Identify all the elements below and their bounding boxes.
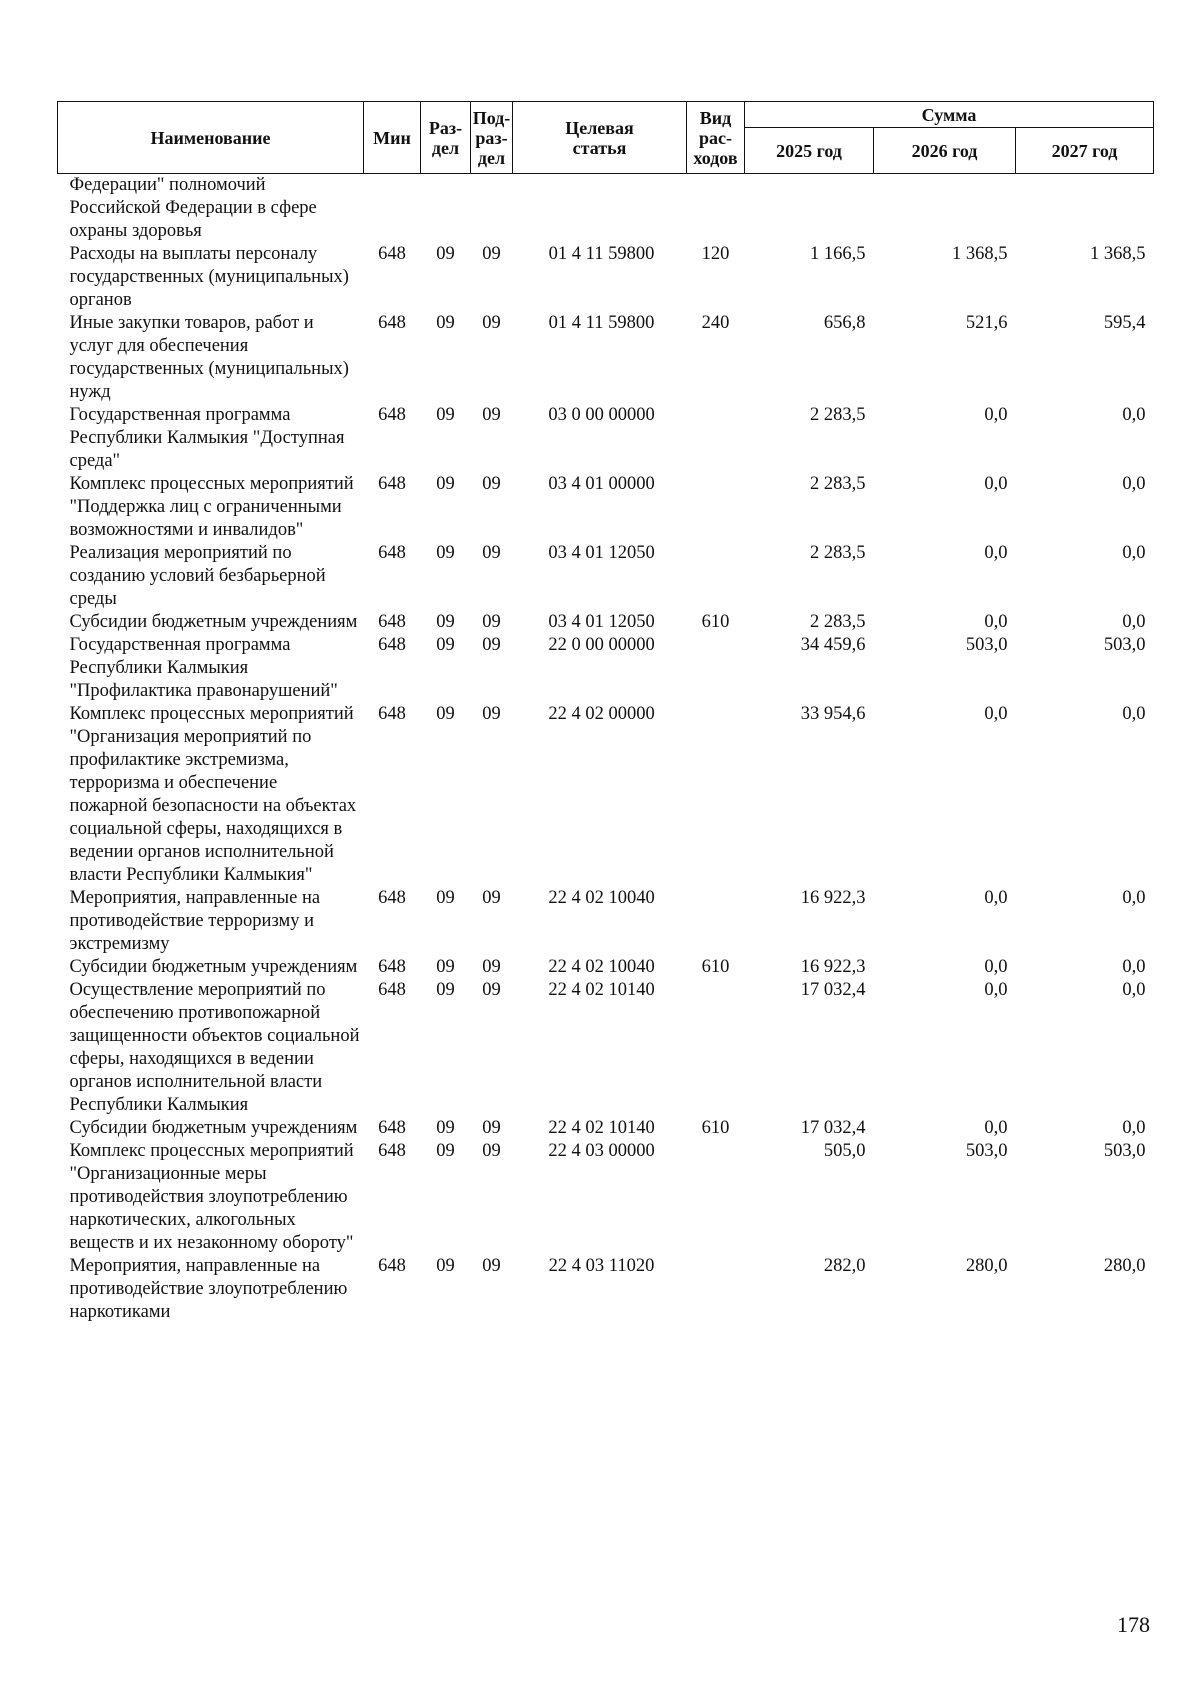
row-sum-2027: 0,0	[1122, 704, 1146, 724]
row-celevaya-statya: 22 4 02 10140	[548, 1118, 655, 1138]
table-row	[58, 473, 1154, 542]
row-podrazdel: 09	[482, 543, 501, 563]
row-sum-2026: 0,0	[984, 888, 1008, 908]
row-sum-2027: 0,0	[1122, 1118, 1146, 1138]
row-sum-2026: 0,0	[984, 612, 1008, 632]
row-min: 648	[378, 244, 406, 264]
row-vid-rashodov	[687, 703, 745, 887]
row-name: Комплекс процессных мероприятий "Организация мероприятий по профилактике экстремизма, терроризма и обеспечение пожарной безопасности на объектах социальной сферы, находящихся в ведении органов исполнительной власти Республики Калмыкия"	[69, 704, 357, 885]
row-min: 648	[378, 405, 406, 425]
row-sum-2027	[1016, 174, 1154, 244]
row-razdel: 09	[436, 957, 455, 977]
row-sum-2026: 0,0	[984, 543, 1008, 563]
row-podrazdel: 09	[482, 704, 501, 724]
row-razdel: 09	[436, 1256, 455, 1276]
row-name: Комплекс процессных мероприятий "Организационные меры противодействия злоупотреблению наркотических, алкогольных веществ и их незаконному обороту"	[69, 1141, 354, 1253]
row-razdel: 09	[436, 244, 455, 264]
row-name: Комплекс процессных мероприятий "Поддержка лиц с ограниченными возможностями и инвалидов"	[69, 474, 354, 540]
table-row	[58, 542, 1154, 611]
row-sum-2025: 2 283,5	[810, 405, 866, 425]
row-min: 648	[378, 704, 406, 724]
row-vid-rashodov: 240	[701, 313, 730, 333]
row-sum-2027: 0,0	[1122, 957, 1146, 977]
row-podrazdel: 09	[482, 1141, 501, 1161]
row-vid-rashodov	[687, 473, 745, 542]
row-razdel: 09	[436, 1118, 455, 1138]
row-sum-2025: 17 032,4	[800, 1118, 866, 1138]
row-podrazdel: 09	[482, 612, 501, 632]
row-name: Субсидии бюджетным учреждениям	[69, 1118, 358, 1138]
table-row	[58, 979, 1154, 1117]
row-podrazdel: 09	[482, 1256, 501, 1276]
row-razdel: 09	[436, 543, 455, 563]
page-number: 178	[1117, 1612, 1150, 1637]
table-row	[58, 887, 1154, 956]
row-vid-rashodov: 610	[701, 1118, 730, 1138]
row-sum-2025	[745, 174, 874, 244]
row-sum-2025: 2 283,5	[810, 543, 866, 563]
row-vid-rashodov	[687, 542, 745, 611]
row-razdel: 09	[436, 888, 455, 908]
row-name: Мероприятия, направленные на противодействие терроризму и экстремизму	[69, 888, 321, 954]
row-podrazdel: 09	[482, 957, 501, 977]
row-sum-2025: 1 166,5	[810, 244, 866, 264]
row-name: Реализация мероприятий по созданию условий безбарьерной среды	[69, 543, 326, 609]
row-razdel: 09	[436, 612, 455, 632]
row-min: 648	[378, 635, 406, 655]
header-year-2027: 2027 год	[1016, 128, 1154, 174]
row-podrazdel: 09	[482, 313, 501, 333]
table-header	[58, 102, 1154, 174]
row-celevaya-statya: 03 4 01 12050	[548, 543, 655, 563]
table-row	[58, 634, 1154, 703]
row-min: 648	[378, 1118, 406, 1138]
row-vid-rashodov: 610	[701, 612, 730, 632]
row-name: Субсидии бюджетным учреждениям	[69, 612, 358, 632]
header-summa: Сумма	[745, 102, 1154, 128]
row-min: 648	[378, 957, 406, 977]
row-razdel: 09	[436, 474, 455, 494]
row-celevaya-statya: 22 4 02 10140	[548, 980, 655, 1000]
row-name: Расходы на выплаты персоналу государственных (муниципальных) органов	[69, 244, 349, 310]
row-sum-2025: 34 459,6	[800, 635, 866, 655]
table-row	[58, 1117, 1154, 1140]
row-podrazdel: 09	[482, 635, 501, 655]
row-sum-2026	[874, 174, 1016, 244]
row-vid-rashodov: 120	[701, 244, 730, 264]
row-vid-rashodov	[687, 174, 745, 244]
header-celevaya: Целевая статья	[513, 102, 687, 174]
row-razdel: 09	[436, 635, 455, 655]
row-sum-2026: 0,0	[984, 957, 1008, 977]
row-name: Субсидии бюджетным учреждениям	[69, 957, 358, 977]
row-celevaya-statya: 22 4 02 10040	[548, 957, 655, 977]
row-celevaya-statya: 22 4 03 00000	[548, 1141, 655, 1161]
row-min: 648	[378, 543, 406, 563]
table-row	[58, 703, 1154, 887]
row-sum-2026: 503,0	[965, 635, 1008, 655]
row-vid-rashodov	[687, 634, 745, 703]
row-celevaya-statya	[513, 174, 687, 244]
table-row	[58, 243, 1154, 312]
row-sum-2025: 282,0	[823, 1256, 866, 1276]
row-min: 648	[378, 313, 406, 333]
row-sum-2027: 0,0	[1122, 474, 1146, 494]
row-name: Иные закупки товаров, работ и услуг для обеспечения государственных (муниципальных) нужд	[69, 313, 349, 402]
header-podrazdel: Под- раз- дел	[471, 102, 513, 174]
row-celevaya-statya: 22 4 03 11020	[548, 1256, 655, 1276]
row-sum-2025: 505,0	[823, 1141, 866, 1161]
row-podrazdel	[471, 174, 513, 244]
header-razdel: Раз- дел	[421, 102, 471, 174]
row-sum-2027: 0,0	[1122, 980, 1146, 1000]
budget-table	[57, 101, 1154, 1324]
table-body	[58, 174, 1154, 1325]
header-year-2025: 2025 год	[745, 128, 874, 174]
row-min: 648	[378, 1141, 406, 1161]
table-row	[58, 956, 1154, 979]
row-podrazdel: 09	[482, 888, 501, 908]
table-row	[58, 1140, 1154, 1255]
row-name: Федерации" полномочий Российской Федерации в сфере охраны здоровья	[69, 175, 317, 241]
row-podrazdel: 09	[482, 244, 501, 264]
table-row	[58, 611, 1154, 634]
row-razdel: 09	[436, 405, 455, 425]
row-sum-2027: 503,0	[1103, 635, 1146, 655]
row-razdel	[421, 174, 471, 244]
row-name: Государственная программа Республики Калмыкия "Доступная среда"	[69, 405, 345, 471]
row-sum-2027: 0,0	[1122, 543, 1146, 563]
row-celevaya-statya: 01 4 11 59800	[548, 313, 655, 333]
row-sum-2026: 1 368,5	[952, 244, 1008, 264]
row-sum-2026: 0,0	[984, 474, 1008, 494]
row-sum-2026: 0,0	[984, 405, 1008, 425]
row-podrazdel: 09	[482, 405, 501, 425]
row-vid-rashodov	[687, 979, 745, 1117]
row-sum-2027: 0,0	[1122, 612, 1146, 632]
table-row	[58, 312, 1154, 404]
header-min: Мин	[364, 102, 421, 174]
row-razdel: 09	[436, 313, 455, 333]
header-name: Наименование	[58, 102, 364, 174]
row-sum-2025: 2 283,5	[810, 474, 866, 494]
row-celevaya-statya: 22 0 00 00000	[548, 635, 655, 655]
header-vid: Вид рас- ходов	[687, 102, 745, 174]
row-celevaya-statya: 03 4 01 00000	[548, 474, 655, 494]
row-min: 648	[378, 612, 406, 632]
row-sum-2027: 0,0	[1122, 888, 1146, 908]
row-vid-rashodov	[687, 1255, 745, 1324]
row-sum-2025: 656,8	[823, 313, 866, 333]
row-sum-2025: 16 922,3	[800, 957, 866, 977]
row-min	[364, 174, 421, 244]
row-sum-2025: 33 954,6	[800, 704, 866, 724]
row-vid-rashodov	[687, 1140, 745, 1255]
row-sum-2026: 0,0	[984, 1118, 1008, 1138]
row-sum-2026: 0,0	[984, 980, 1008, 1000]
row-celevaya-statya: 03 0 00 00000	[548, 405, 655, 425]
row-celevaya-statya: 22 4 02 10040	[548, 888, 655, 908]
row-min: 648	[378, 1256, 406, 1276]
row-sum-2026: 0,0	[984, 704, 1008, 724]
row-sum-2027: 595,4	[1103, 313, 1146, 333]
row-sum-2026: 280,0	[965, 1256, 1008, 1276]
header-year-2026: 2026 год	[874, 128, 1016, 174]
table-row	[58, 1255, 1154, 1324]
row-name: Государственная программа Республики Калмыкия "Профилактика правонарушений"	[69, 635, 338, 701]
row-sum-2027: 0,0	[1122, 405, 1146, 425]
row-vid-rashodov	[687, 404, 745, 473]
row-razdel: 09	[436, 980, 455, 1000]
row-name: Мероприятия, направленные на противодействие злоупотреблению наркотиками	[69, 1256, 348, 1322]
table-row	[58, 174, 1154, 244]
row-celevaya-statya: 03 4 01 12050	[548, 612, 655, 632]
row-celevaya-statya: 01 4 11 59800	[548, 244, 655, 264]
row-sum-2027: 280,0	[1103, 1256, 1146, 1276]
row-podrazdel: 09	[482, 980, 501, 1000]
row-sum-2026: 521,6	[965, 313, 1008, 333]
row-podrazdel: 09	[482, 1118, 501, 1138]
row-sum-2026: 503,0	[965, 1141, 1008, 1161]
row-vid-rashodov	[687, 887, 745, 956]
row-min: 648	[378, 474, 406, 494]
row-min: 648	[378, 980, 406, 1000]
row-vid-rashodov: 610	[701, 957, 730, 977]
row-sum-2025: 16 922,3	[800, 888, 866, 908]
row-podrazdel: 09	[482, 474, 501, 494]
row-sum-2025: 2 283,5	[810, 612, 866, 632]
row-min: 648	[378, 888, 406, 908]
row-name: Осуществление мероприятий по обеспечению противопожарной защищенности объектов социальной сферы, находящихся в ведении органов исполнительной власти Республики Калмыкия	[69, 980, 360, 1115]
row-celevaya-statya: 22 4 02 00000	[548, 704, 655, 724]
row-sum-2027: 1 368,5	[1090, 244, 1146, 264]
row-razdel: 09	[436, 1141, 455, 1161]
row-razdel: 09	[436, 704, 455, 724]
row-sum-2027: 503,0	[1103, 1141, 1146, 1161]
table-row	[58, 404, 1154, 473]
row-sum-2025: 17 032,4	[800, 980, 866, 1000]
